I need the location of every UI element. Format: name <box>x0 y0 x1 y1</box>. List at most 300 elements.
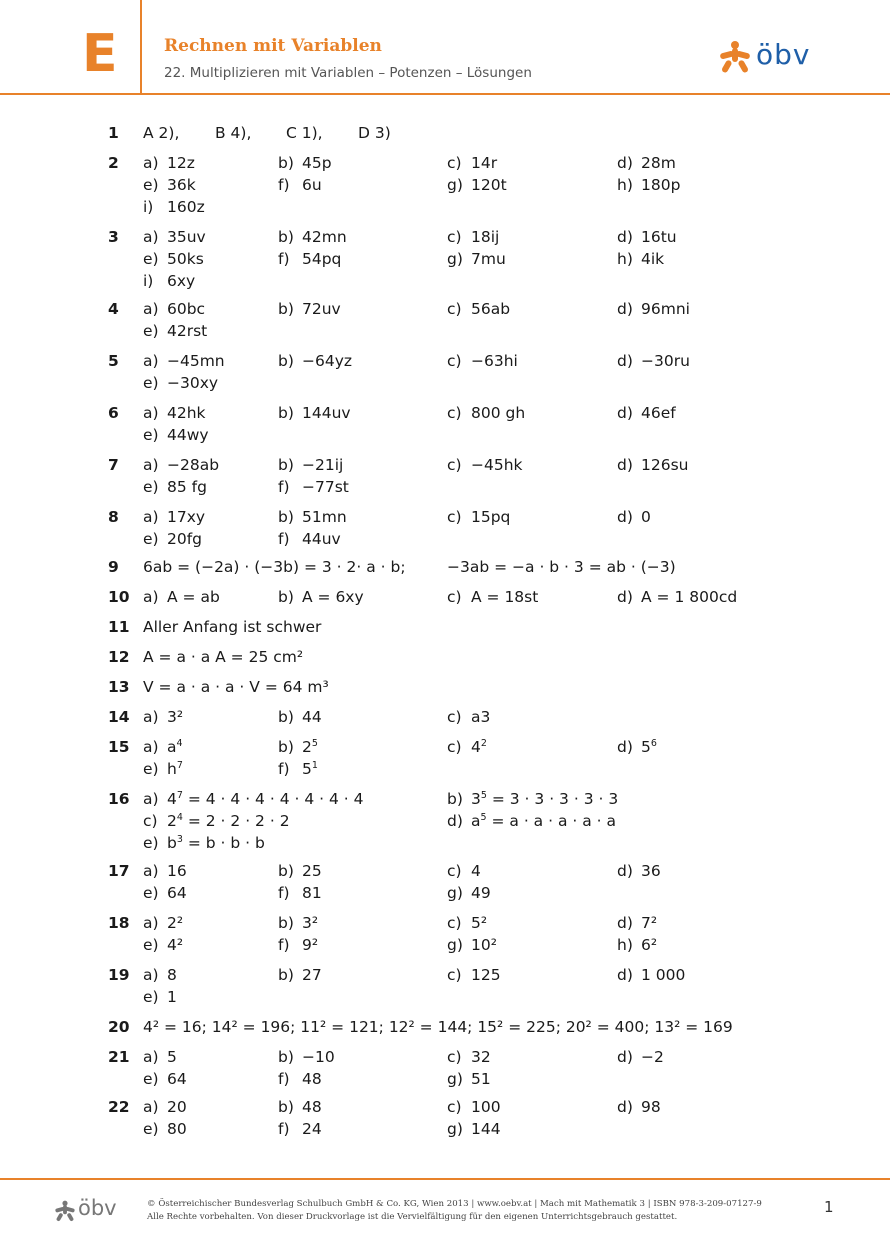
answer-value: 64 <box>167 884 187 902</box>
answer-value: 60bc <box>167 300 206 318</box>
answer-item <box>143 986 177 1008</box>
answer-value: 10² <box>471 936 497 954</box>
answer-item <box>143 912 183 934</box>
section-letter: E <box>82 24 118 84</box>
answer-label: g) <box>447 176 463 194</box>
answer-label: b) <box>278 1048 294 1066</box>
answer-item <box>278 860 322 882</box>
power <box>471 738 487 756</box>
answer-label: b) <box>278 588 294 606</box>
answer-item <box>278 402 351 424</box>
header-divider-vertical <box>140 0 142 94</box>
answer-value: 6xy <box>167 272 196 290</box>
answer-item <box>617 860 661 882</box>
answer-label: i) <box>143 198 154 216</box>
answer-item <box>617 1096 661 1118</box>
answer-label: f) <box>278 176 290 194</box>
answer-value: 85 fg <box>167 478 207 496</box>
answer-label: b) <box>278 154 294 172</box>
answer-label: b) <box>278 456 294 474</box>
power-exponent: 7 <box>176 790 183 801</box>
answer-value: 44wy <box>167 426 209 444</box>
answer-value: 20fg <box>167 530 203 548</box>
answer-item <box>447 402 525 424</box>
answer-label: d) <box>617 1098 633 1116</box>
answer-item <box>617 248 664 270</box>
answer-label: d) <box>617 508 633 526</box>
answer-value: 4² <box>167 936 184 954</box>
answer-value: 36 <box>641 862 661 880</box>
answer-item <box>143 174 196 196</box>
power-base: 2 <box>167 812 177 830</box>
answer-label: c) <box>447 914 462 932</box>
answer-label: f) <box>278 478 290 496</box>
answer-item <box>143 934 183 956</box>
answer-label: d) <box>617 228 633 246</box>
answer-item <box>143 372 218 394</box>
answer-item <box>447 860 481 882</box>
answer-item <box>143 298 205 320</box>
answer-label: h) <box>617 936 633 954</box>
exercise-number: 17 <box>108 862 130 880</box>
exercise-number: 12 <box>108 648 130 666</box>
answer-item <box>447 1068 491 1090</box>
exercise-number: 16 <box>108 790 130 808</box>
answer-item <box>143 424 209 446</box>
answer-label: d) <box>617 862 633 880</box>
answer-text: −3ab = −a · b · 3 = ab · (−3) <box>447 558 676 576</box>
answer-item <box>447 912 487 934</box>
answer-item <box>447 882 491 904</box>
answer-label: e) <box>143 530 159 548</box>
answer-label: e) <box>143 834 159 852</box>
power-exponent: 5 <box>480 812 487 823</box>
answer-label: b) <box>278 1098 294 1116</box>
answer-value: 5 <box>167 1048 177 1066</box>
answer-label: h) <box>617 176 633 194</box>
answer-item <box>278 934 318 956</box>
answer-label: f) <box>278 936 290 954</box>
answer-item <box>143 270 195 292</box>
answer-label: g) <box>447 250 463 268</box>
answer-item <box>143 706 183 728</box>
answer-item <box>447 788 618 810</box>
power <box>167 738 183 756</box>
answer-label: c) <box>447 228 462 246</box>
power <box>167 812 183 830</box>
answer-value: −21ij <box>302 456 344 474</box>
power <box>471 790 487 808</box>
answer-item <box>143 736 183 758</box>
answer-value: −63hi <box>471 352 518 370</box>
answer-label: d) <box>617 300 633 318</box>
answer-value: −64yz <box>302 352 353 370</box>
answer-item <box>447 174 507 196</box>
power <box>302 760 318 778</box>
answer-value: 45p <box>302 154 332 172</box>
answer-value: 1 <box>167 988 177 1006</box>
answer-label: a) <box>143 404 159 422</box>
footer-logo <box>54 1196 134 1224</box>
answer-value: 44uv <box>302 530 341 548</box>
answer-item <box>617 152 676 174</box>
answer-item <box>447 350 518 372</box>
answer-item <box>278 1096 322 1118</box>
power <box>167 790 183 808</box>
answer-value: 32 <box>471 1048 491 1066</box>
answer-item <box>617 350 690 372</box>
answer-label: e) <box>143 478 159 496</box>
answer-label: e) <box>143 426 159 444</box>
answer-item <box>278 528 341 550</box>
answer-label: c) <box>447 404 462 422</box>
answer-value: 4 <box>471 862 481 880</box>
answer-value: A = 6xy <box>302 588 364 606</box>
answer-value: 7² <box>641 914 658 932</box>
answer-item <box>447 736 487 758</box>
answer-item <box>617 964 685 986</box>
answer-value: 49 <box>471 884 491 902</box>
power <box>641 738 657 756</box>
answer-item <box>143 882 187 904</box>
answer-item: C 1), <box>286 124 323 142</box>
power-exponent: 6 <box>650 738 657 749</box>
answer-label: e) <box>143 936 159 954</box>
answer-label: c) <box>447 588 462 606</box>
answer-item <box>278 174 322 196</box>
answer-value: 180p <box>641 176 681 194</box>
answer-item <box>278 152 332 174</box>
answer-label: g) <box>447 936 463 954</box>
answer-item <box>617 226 677 248</box>
answer-value: 98 <box>641 1098 661 1116</box>
power <box>471 812 487 830</box>
answer-item <box>447 298 510 320</box>
answer-item <box>447 586 538 608</box>
power-base: 4 <box>167 790 177 808</box>
answer-label: a) <box>143 352 159 370</box>
answer-item <box>278 476 349 498</box>
answer-item <box>447 506 510 528</box>
answer-value: 6u <box>302 176 322 194</box>
header-divider <box>0 93 890 95</box>
exercise-number: 19 <box>108 966 130 984</box>
answer-value: 9² <box>302 936 319 954</box>
answer-value: 48 <box>302 1070 322 1088</box>
answer-label: f) <box>278 1120 290 1138</box>
answer-item <box>447 152 497 174</box>
answer-text: Aller Anfang ist schwer <box>143 618 322 636</box>
answer-item <box>143 860 187 882</box>
answer-value: 42mn <box>302 228 347 246</box>
answer-value: 51 <box>471 1070 491 1088</box>
answer-item <box>143 506 205 528</box>
power-exponent: 5 <box>480 790 487 801</box>
answer-label: e) <box>143 1070 159 1088</box>
answer-value: = 3 · 3 · 3 · 3 · 3 <box>486 790 619 808</box>
answer-label: b) <box>278 352 294 370</box>
answer-item <box>447 454 523 476</box>
power <box>302 738 318 756</box>
answer-item: A 2), <box>143 124 180 142</box>
answer-label: e) <box>143 760 159 778</box>
power-base: 5 <box>641 738 651 756</box>
answer-label: a) <box>143 738 159 756</box>
footer-star-icon <box>54 1200 76 1222</box>
answer-label: i) <box>143 272 154 290</box>
exercise-number: 13 <box>108 678 130 696</box>
answer-item <box>143 320 207 342</box>
answer-value: −28ab <box>167 456 220 474</box>
answer-item <box>447 706 490 728</box>
logo-text: öbv <box>756 38 811 71</box>
answer-value: 72uv <box>302 300 341 318</box>
answer-value: A = ab <box>167 588 220 606</box>
answer-value: 27 <box>302 966 322 984</box>
answer-value: = b · b · b <box>182 834 265 852</box>
answer-label: g) <box>447 884 463 902</box>
answer-label: e) <box>143 988 159 1006</box>
exercise-number: 2 <box>108 154 119 172</box>
answer-label: c) <box>447 508 462 526</box>
answer-label: b) <box>278 914 294 932</box>
exercise-number: 18 <box>108 914 130 932</box>
answer-item <box>447 226 499 248</box>
answer-value: 7mu <box>471 250 506 268</box>
exercise-number: 9 <box>108 558 119 576</box>
answer-label: b) <box>278 966 294 984</box>
answer-value: = 2 · 2 · 2 · 2 <box>182 812 290 830</box>
answer-label: b) <box>278 508 294 526</box>
answer-value: 12z <box>167 154 195 172</box>
answer-label: b) <box>278 862 294 880</box>
answer-item <box>143 196 205 218</box>
answer-item <box>447 934 497 956</box>
answer-item <box>447 964 501 986</box>
answer-label: d) <box>617 588 633 606</box>
answer-label: f) <box>278 884 290 902</box>
answer-text: 6ab = (−2a) · (−3b) = 3 · 2· a · b; <box>143 558 406 576</box>
answer-label: a) <box>143 914 159 932</box>
answer-item <box>447 1118 501 1140</box>
exercise-number: 21 <box>108 1048 130 1066</box>
power-exponent: 7 <box>176 760 183 771</box>
power-base: b <box>167 834 177 852</box>
exercise-number: 7 <box>108 456 119 474</box>
answer-item <box>143 758 183 780</box>
answer-text: A = a · a A = 25 cm² <box>143 648 304 666</box>
power-base: a <box>471 812 481 830</box>
answer-value: −45mn <box>167 352 225 370</box>
answer-item <box>143 788 363 810</box>
answer-label: g) <box>447 1120 463 1138</box>
answer-label: d) <box>617 154 633 172</box>
answer-value: 24 <box>302 1120 322 1138</box>
exercise-number: 8 <box>108 508 119 526</box>
answer-label: e) <box>143 374 159 392</box>
answer-value: 100 <box>471 1098 501 1116</box>
answer-item <box>617 402 676 424</box>
answer-item <box>617 586 737 608</box>
answer-value: 120t <box>471 176 507 194</box>
answer-value: 81 <box>302 884 322 902</box>
answer-label: e) <box>143 322 159 340</box>
answer-value: a3 <box>471 708 491 726</box>
answer-label: d) <box>617 738 633 756</box>
answer-item <box>278 350 352 372</box>
obv-star-icon <box>718 40 752 74</box>
exercise-number: 10 <box>108 588 130 606</box>
exercise-number: 6 <box>108 404 119 422</box>
answer-value: 144uv <box>302 404 351 422</box>
answer-value: 16tu <box>641 228 677 246</box>
answer-label: a) <box>143 790 159 808</box>
answer-value: 3² <box>302 914 319 932</box>
answer-item <box>143 586 220 608</box>
answer-item <box>278 912 318 934</box>
copyright-line-1: © Österreichischer Bundesverlag Schulbuch GmbH & Co. KG, Wien 2013 | www.oebv.at | Mach mit Mathematik 3 | ISBN 978-3-209-07127-9 <box>147 1199 762 1209</box>
answer-text: V = a · a · a · V = 64 m³ <box>143 678 329 696</box>
answer-value: 1 000 <box>641 966 686 984</box>
answer-label: d) <box>617 1048 633 1066</box>
answer-label: g) <box>447 1070 463 1088</box>
answer-label: b) <box>278 300 294 318</box>
answer-item <box>143 1096 187 1118</box>
answer-value: 17xy <box>167 508 206 526</box>
answer-value: 16 <box>167 862 187 880</box>
answer-label: d) <box>447 812 463 830</box>
answer-item <box>278 758 318 780</box>
answer-item <box>447 248 506 270</box>
answer-label: d) <box>617 352 633 370</box>
power <box>167 834 183 852</box>
answer-label: d) <box>617 456 633 474</box>
answer-item <box>143 1046 177 1068</box>
answer-item <box>278 964 322 986</box>
answer-label: c) <box>447 154 462 172</box>
answer-value: 800 gh <box>471 404 526 422</box>
answer-value: −45hk <box>471 456 523 474</box>
answer-value: 4ik <box>641 250 665 268</box>
answer-label: a) <box>143 154 159 172</box>
answer-value: 42hk <box>167 404 206 422</box>
answer-value: 5² <box>471 914 488 932</box>
answer-item <box>143 810 290 832</box>
answer-label: a) <box>143 508 159 526</box>
exercise-number: 11 <box>108 618 130 636</box>
answer-value: 42rst <box>167 322 208 340</box>
answer-item <box>617 1046 664 1068</box>
answer-label: a) <box>143 456 159 474</box>
answer-item <box>278 226 347 248</box>
answer-value: 35uv <box>167 228 206 246</box>
answer-item <box>617 298 690 320</box>
answer-item <box>143 454 219 476</box>
obv-logo <box>718 40 828 74</box>
answer-item <box>143 476 207 498</box>
answer-item <box>143 1068 187 1090</box>
answer-label: f) <box>278 250 290 268</box>
answer-item <box>278 298 341 320</box>
answer-value: 51mn <box>302 508 347 526</box>
answer-item <box>617 736 657 758</box>
answer-label: b) <box>278 404 294 422</box>
answer-value: 96mni <box>641 300 690 318</box>
answer-item: D 3) <box>358 124 391 142</box>
answer-value: 20 <box>167 1098 187 1116</box>
answer-item <box>143 964 177 986</box>
answer-label: a) <box>143 228 159 246</box>
answer-item <box>278 586 364 608</box>
answer-label: e) <box>143 176 159 194</box>
answer-item <box>143 350 225 372</box>
answer-item <box>143 528 202 550</box>
answer-label: a) <box>143 1048 159 1066</box>
answer-label: e) <box>143 884 159 902</box>
answer-value: 54pq <box>302 250 342 268</box>
answer-value: 64 <box>167 1070 187 1088</box>
answer-label: f) <box>278 760 290 778</box>
answer-value: A = 18st <box>471 588 539 606</box>
answer-value: 6² <box>641 936 658 954</box>
answer-item <box>617 912 657 934</box>
exercise-number: 1 <box>108 124 119 142</box>
copyright-line-2: Alle Rechte vorbehalten. Von dieser Druckvorlage ist die Vervielfältigung für den eigenen Unterrichtsgebrauch gestattet. <box>147 1212 678 1222</box>
page-number: 1 <box>824 1198 834 1216</box>
answer-value: = a · a · a · a · a <box>486 812 617 830</box>
answer-value: −2 <box>641 1048 664 1066</box>
answer-item <box>143 152 195 174</box>
exercise-number: 4 <box>108 300 119 318</box>
answer-item: B 4), <box>215 124 252 142</box>
answer-value: 44 <box>302 708 322 726</box>
answer-item <box>143 226 206 248</box>
answer-label: a) <box>143 1098 159 1116</box>
answer-label: c) <box>447 738 462 756</box>
answer-item <box>278 1046 335 1068</box>
answer-label: e) <box>143 250 159 268</box>
power <box>167 760 183 778</box>
page-subtitle: 22. Multiplizieren mit Variablen – Potenzen – Lösungen <box>164 65 532 81</box>
answer-label: f) <box>278 530 290 548</box>
answer-value: 46ef <box>641 404 676 422</box>
answer-value: 56ab <box>471 300 511 318</box>
answer-value: −10 <box>302 1048 335 1066</box>
answer-item <box>278 248 341 270</box>
answer-value: 160z <box>167 198 205 216</box>
answer-item <box>617 506 651 528</box>
power-exponent: 2 <box>480 738 487 749</box>
answer-label: c) <box>143 812 158 830</box>
power-base: a <box>167 738 177 756</box>
footer-logo-text: öbv <box>78 1196 117 1220</box>
answer-item <box>278 1118 322 1140</box>
answer-label: c) <box>447 1098 462 1116</box>
power-exponent: 4 <box>176 812 183 823</box>
answer-value: 25 <box>302 862 322 880</box>
answer-value: 15pq <box>471 508 511 526</box>
answer-value: 50ks <box>167 250 204 268</box>
answer-item <box>143 402 206 424</box>
answer-value: 8 <box>167 966 177 984</box>
copyright-notice <box>147 1198 762 1224</box>
answer-text: 4² = 16; 14² = 196; 11² = 121; 12² = 144; 15² = 225; 20² = 400; 13² = 169 <box>143 1018 733 1036</box>
answer-item <box>278 1068 322 1090</box>
answer-label: d) <box>617 404 633 422</box>
power-base: 4 <box>471 738 481 756</box>
answer-label: c) <box>447 352 462 370</box>
answer-value: = 4 · 4 · 4 · 4 · 4 · 4 · 4 <box>182 790 364 808</box>
